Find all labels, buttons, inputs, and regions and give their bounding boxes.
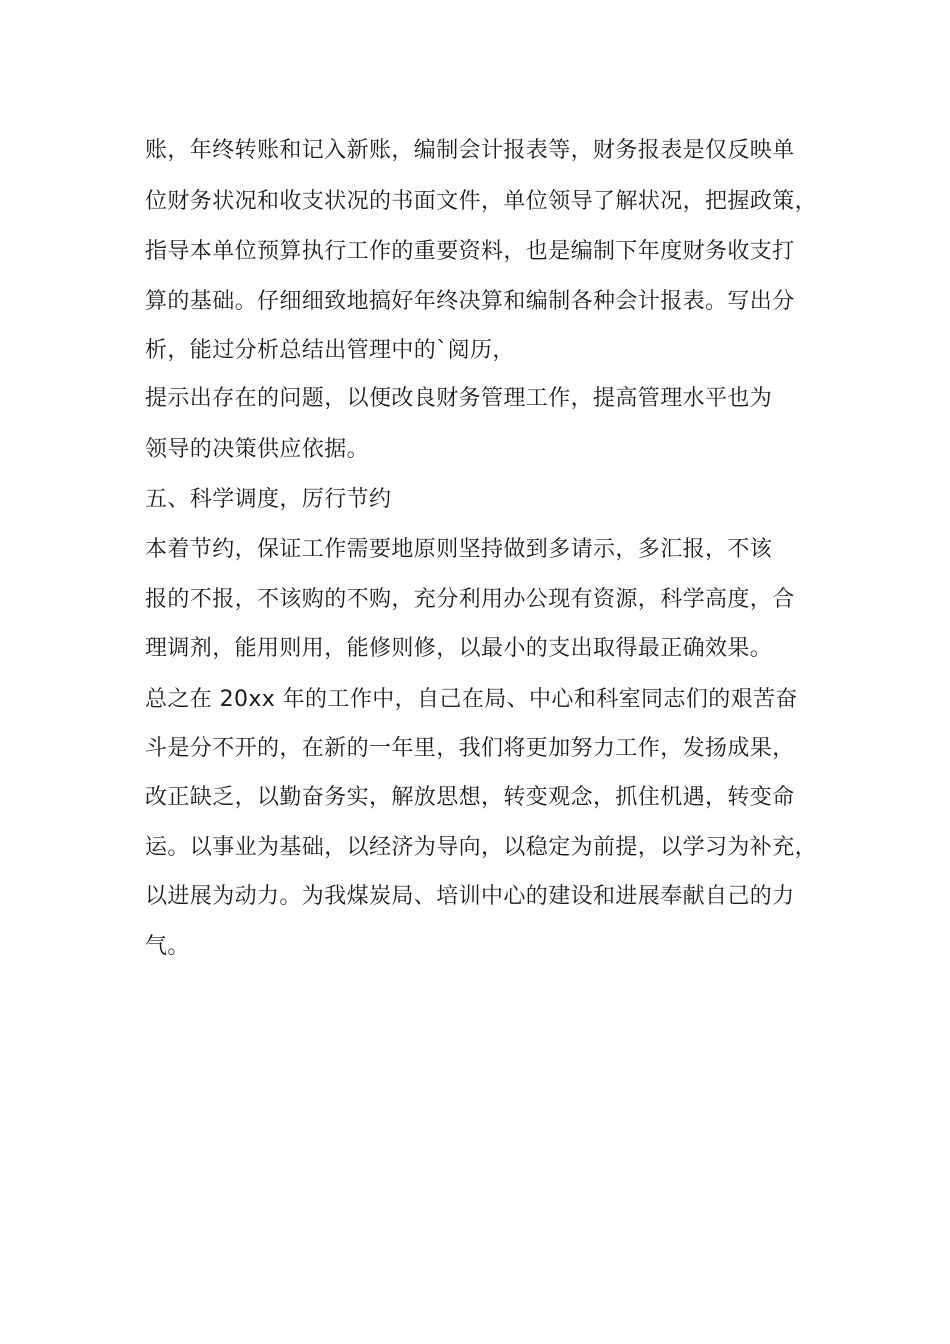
- text-line: 指导本单位预算执行工作的重要资料，也是编制下年度财务收支打: [145, 239, 795, 264]
- text-line: 斗是分不开的，在新的一年里，我们将更加努力工作，发扬成果，: [145, 736, 795, 761]
- section-heading: 五、科学调度，厉行节约: [145, 487, 392, 512]
- text-line: 报的不报，不该购的不购，充分利用办公现有资源，科学高度，合: [145, 587, 795, 612]
- text-line: 位财务状况和收支状况的书面文件，单位领导了解状况，把握政策，: [145, 189, 818, 214]
- text-line: 析，能过分析总结出管理中的`阅历，: [145, 338, 515, 363]
- text-line: 领导的决策供应依据。: [145, 437, 370, 462]
- text-line: 理调剂，能用则用，能修则修，以最小的支出取得最正确效果。: [145, 636, 773, 661]
- text-line: 改正缺乏，以勤奋务实，解放思想，转变观念，抓住机遇，转变命: [145, 785, 795, 810]
- text-line: 账，年终转账和记入新账，编制会计报表等，财务报表是仅反映单: [145, 138, 795, 163]
- text-line: 运。以事业为基础，以经济为导向，以稳定为前提，以学习为补充，: [145, 835, 818, 860]
- text-line: 算的基础。仔细细致地搞好年终决算和编制各种会计报表。写出分: [145, 289, 795, 314]
- text-line: 气。: [145, 934, 190, 959]
- text-line: 提示出存在的问题，以便改良财务管理工作，提高管理水平也为: [145, 386, 773, 411]
- text-line: 本着节约，保证工作需要地原则坚持做到多请示，多汇报，不该: [145, 537, 773, 562]
- text-line: 以进展为动力。为我煤炭局、培训中心的建设和进展奉献自己的力: [145, 884, 795, 909]
- text-line: 总之在 20xx 年的工作中，自己在局、中心和科室同志们的艰苦奋: [145, 687, 798, 712]
